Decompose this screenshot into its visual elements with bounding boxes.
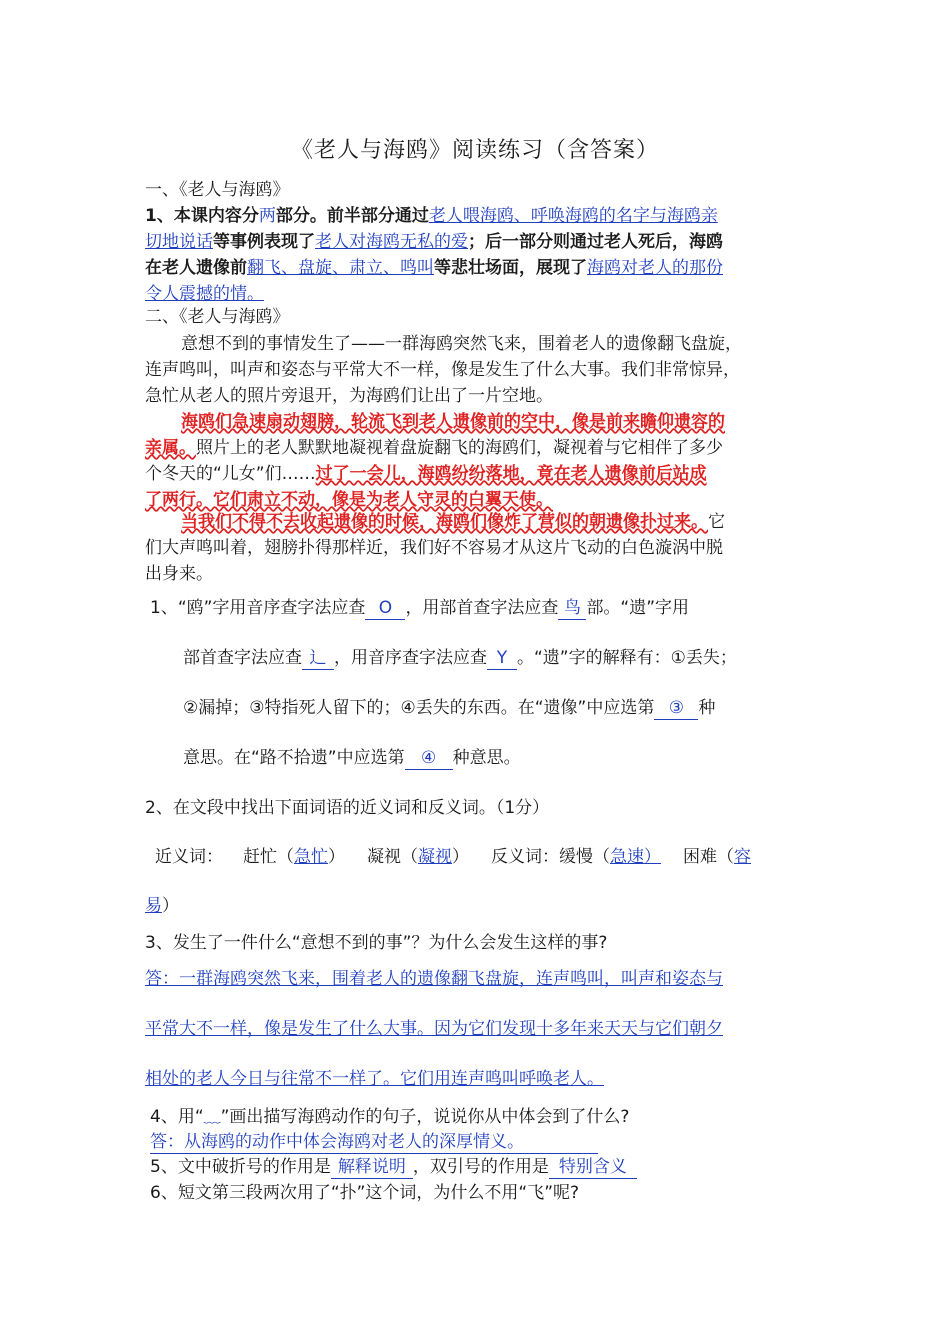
- section-1-line-3: 在老人遗像前翻飞、盘旋、肃立、鸣叫等悲壮场面，展现了海鸥对老人的那份: [145, 258, 723, 278]
- section-1-line-2: 切地说话等事例表现了老人对海鸥无私的爱；后一部分则通过老人死后，海鸥: [145, 232, 723, 252]
- question-1-line-3: ②漏掉；③特指死人留下的；④丢失的东西。在“遗像”中应选第 ③ 种: [183, 698, 716, 718]
- question-6: 6、短文第三段两次用了“扑”这个词，为什么不用“飞”呢?: [150, 1183, 580, 1203]
- answer-easy-part-1: 容: [734, 847, 751, 867]
- answer-examples: 老人喂海鸥、呼唤海鸥的名字与海鸥亲: [428, 206, 718, 226]
- answer-rapid: 急速）: [610, 847, 661, 867]
- answer-actions: 翻飞、盘旋、肃立、鸣叫: [247, 258, 434, 278]
- section-1-line-1: 1、本课内容分两部分。前半部分通过老人喂海鸥、呼唤海鸥的名字与海鸥亲: [145, 206, 718, 226]
- question-3-answer-line-3: 相处的老人今日与往常不一样了。它们用连声鸣叫呼唤老人。: [145, 1069, 604, 1089]
- answer-blank-y: Y: [487, 647, 517, 670]
- passage-p3-line-2: 们大声鸣叫着，翅膀扑得那样近，我们好不容易才从这片飞动的白色漩涡中脱: [145, 538, 723, 558]
- answer-blank-bird: 鸟: [558, 597, 586, 620]
- answer-blank-radical: 辶: [302, 647, 334, 670]
- wavy-line-mark: ﹏: [203, 1107, 221, 1127]
- answer-easy-part-2: 易: [145, 896, 162, 916]
- answer-hurry: 急忙: [294, 847, 328, 867]
- passage-p1-line-1: 意想不到的事情发生了——一群海鸥突然飞来，围着老人的遗像翻飞盘旋，: [181, 334, 742, 354]
- passage-p3-line-1: 当我们不得不去收起遗像的时候，海鸥们像炸了营似的朝遗像扑过来。它: [181, 512, 725, 532]
- answer-love: 老人对海鸥无私的爱: [315, 232, 468, 252]
- answer-feeling: 海鸥对老人的那份: [587, 258, 723, 278]
- passage-p3-line-3: 出身来。: [145, 564, 213, 584]
- answer-blank-4: ④: [405, 747, 453, 770]
- answer-blank-3: ③: [654, 697, 698, 720]
- question-1-line-1: 1、“鸥”字用音序查字法应查 O ，用部首查字法应查 鸟 部。“遗”字用: [150, 598, 690, 618]
- question-2: 2、在文段中找出下面词语的近义词和反义词。（1分）: [145, 798, 550, 818]
- section-1-heading: 一、《老人与海鸥》: [145, 180, 290, 200]
- question-4: 4、用“﹏”画出描写海鸥动作的句子，说说你从中体会到了什么?: [150, 1107, 630, 1127]
- answer-quote-function: 特别含义: [549, 1156, 637, 1179]
- passage-p2-line-1: 海鸥们急速扇动翅膀，轮流飞到老人遗像前的空中，像是前来瞻仰遗容的: [181, 412, 725, 432]
- passage-p1-line-2: 连声鸣叫，叫声和姿态与平常大不一样，像是发生了什么大事。我们非常惊异，: [145, 360, 740, 380]
- answer-two: 两: [258, 206, 276, 226]
- question-1-line-4: 意思。在“路不拾遗”中应选第 ④ 种意思。: [183, 748, 521, 768]
- question-5: 5、文中破折号的作用是 解释说明 ，双引号的作用是 特别含义: [150, 1154, 637, 1180]
- answer-gaze: 凝视: [418, 847, 452, 867]
- section-1-line-4: 令人震撼的情。: [145, 284, 264, 304]
- answer-blank-o: O: [365, 597, 405, 620]
- question-2-words-cont: 易）: [145, 896, 179, 916]
- section-2-heading: 二、《老人与海鸥》: [145, 307, 290, 327]
- answer-dash-function: 解释说明: [331, 1156, 413, 1179]
- question-3-answer-line-2: 平常大不一样，像是发生了什么大事。因为它们发现十多年来天天与它们朝夕: [145, 1019, 723, 1039]
- question-2-words: 近义词： 赶忙（急忙） 凝视（凝视） 反义词：缓慢（急速） 困难（容: [155, 847, 751, 867]
- question-3-answer-line-1: 答：一群海鸥突然飞来，围着老人的遗像翻飞盘旋，连声鸣叫，叫声和姿态与: [145, 969, 723, 989]
- page-title: 《老人与海鸥》阅读练习（含答案）: [290, 138, 659, 163]
- question-4-answer: 答：从海鸥的动作中体会海鸥对老人的深厚情义。: [150, 1129, 598, 1155]
- passage-p2-line-3: 个冬天的“儿女”们……过了一会儿，海鸥纷纷落地，竟在老人遗像前后站成: [145, 464, 707, 484]
- question-3: 3、发生了一件什么“意想不到的事”？为什么会发生这样的事?: [145, 933, 608, 953]
- passage-p1-line-3: 急忙从老人的照片旁退开，为海鸥们让出了一片空地。: [145, 386, 553, 406]
- question-1-line-2: 部首查字法应查 辶 ，用音序查字法应查 Y 。“遗”字的解释有：①丢失；: [183, 648, 737, 668]
- passage-p2-line-4: 了两行。它们肃立不动，像是为老人守灵的白翼天使。: [145, 490, 553, 510]
- passage-p2-line-2: 亲属。照片上的老人默默地凝视着盘旋翻飞的海鸥们，凝视着与它相伴了多少: [145, 438, 723, 458]
